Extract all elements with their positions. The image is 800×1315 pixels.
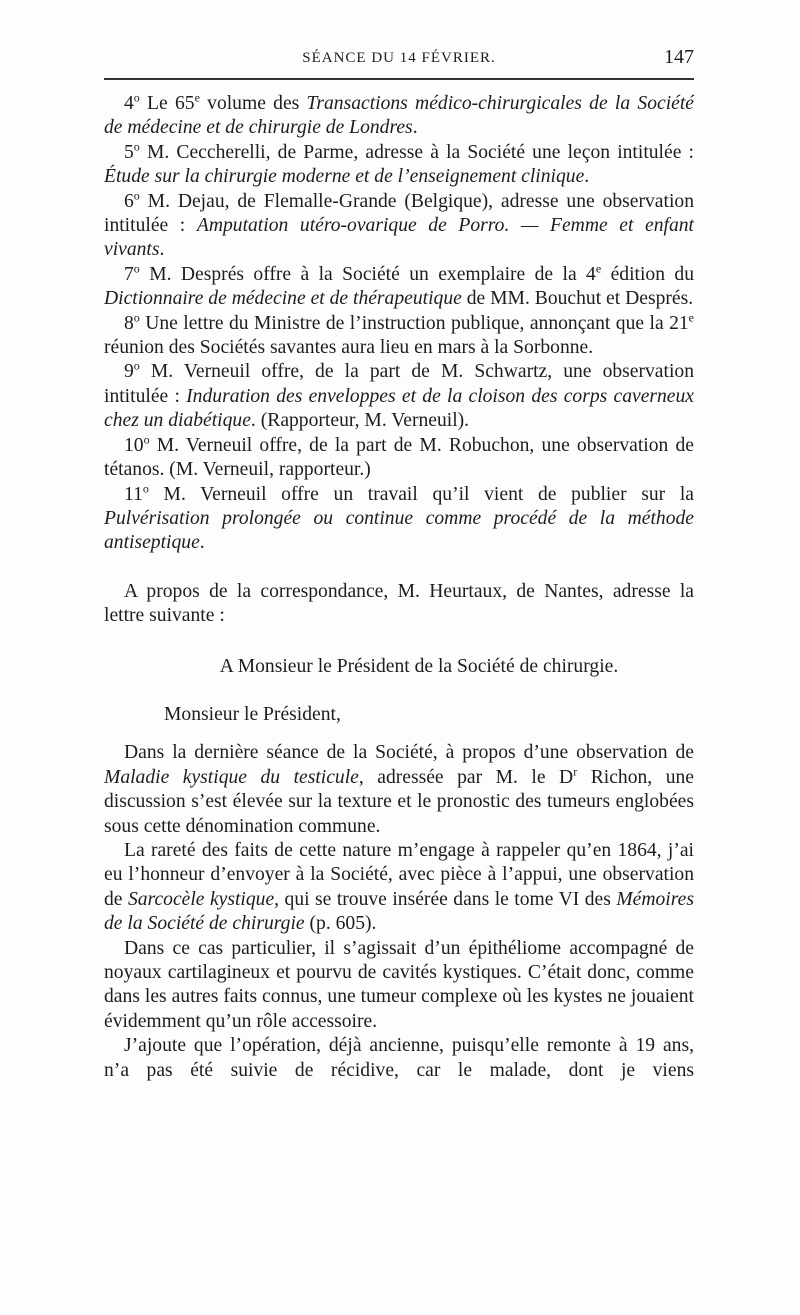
list-item-11: 11$^o$ M. Verneuil offre un travail qu’il vient de publier sur la Pulvérisation prolongée ou continue comme procédé de la méthode antiseptique. — [104, 480, 694, 554]
list-item-6: 6$^o$ M. Dejau, de Flemalle-Grande (Belgique), adresse une observation intitulée : Amputation utéro-ovarique de Porro. — Femme et enfant vivants. — [104, 188, 694, 261]
letter-paragraph-2: La rareté des faits de cette nature m’engage à rappeler qu’en 1864, j’ai eu l’honneur d’envoyer à la Société, avec pièce à l’appui, une observation de Sarcocèle kystique, qui se trouve insérée dans le tome VI des Mémoires de la Société de chirurgie (p. 605). — [104, 839, 694, 935]
list-item-9: 9$^o$ M. Verneuil offre, de la part de M. Schwartz, une observation intitulée : Induration des enveloppes et de la cloison des corps caverneux chez un diabétique. (Rapporteur, M. Verneuil). — [104, 358, 695, 432]
letter-address: A Monsieur le Président de la Société de chirurgie. — [219, 655, 619, 677]
page-number: 147 — [664, 46, 694, 68]
intro-paragraph: A propos de la correspondance, M. Heurtaux, de Nantes, adresse la lettre suivante : — [104, 580, 694, 627]
letter-salutation: Monsieur le Président, — [164, 703, 341, 725]
list-item-5: 5$^o$ M. Ceccherelli, de Parme, adresse à la Société une leçon intitulée : Étude sur la chirurgie moderne et de l’enseignement clinique. — [104, 139, 694, 188]
letter-paragraph-3: Dans ce cas particulier, il s’agissait d’un épithéliome accompagné de noyaux cartilagineux et pourvu de cavités kystiques. C’était donc, comme dans les autres faits connus, une tumeur complexe où les kystes ne jouaient évidemment qu’un rôle accessoire. — [104, 937, 694, 1032]
letter-paragraph-1: Dans la dernière séance de la Société, à propos d’une observation de Maladie kystique du testicule, adressée par M. le $D^r$ Richon, une discussion s’est élevée sur la texture et le pronostic des tumeurs englobées sous cette dénomination commune. — [104, 742, 694, 837]
list-item-8: 8$^o$ Une lettre du Ministre de l’instruction publique, annonçant que la 21e réunion des Sociétés savantes aura lieu en mars à la Sorbonne. — [104, 310, 694, 359]
running-title: SÉANCE DU 14 FÉVRIER. — [302, 50, 496, 66]
list-item-10: 10$^o$ M. Verneuil offre, de la part de M. Robuchon, une observation de tétanos. (M. Verneuil, rapporteur.) — [104, 432, 694, 481]
header-rule — [104, 78, 694, 80]
letter-paragraph-4: J’ajoute que l’opération, déjà ancienne, puisqu’elle remonte à 19 ans, n’a pas été suivie de récidive, car le malade, dont je viens — [104, 1035, 694, 1081]
running-header — [104, 46, 694, 74]
list-item-7: 7$^o$ M. Després offre à la Société un exemplaire de la 4e édition du Dictionnaire de médecine et de thérapeutique de MM. Bouchut et Després. — [104, 261, 694, 310]
page-body — [104, 92, 694, 1083]
list-item-4: 4$^o$ Le 65e volume des Transactions médico-chirurgicales de la Société de médecine et de chirurgie de Londres. — [104, 90, 694, 139]
